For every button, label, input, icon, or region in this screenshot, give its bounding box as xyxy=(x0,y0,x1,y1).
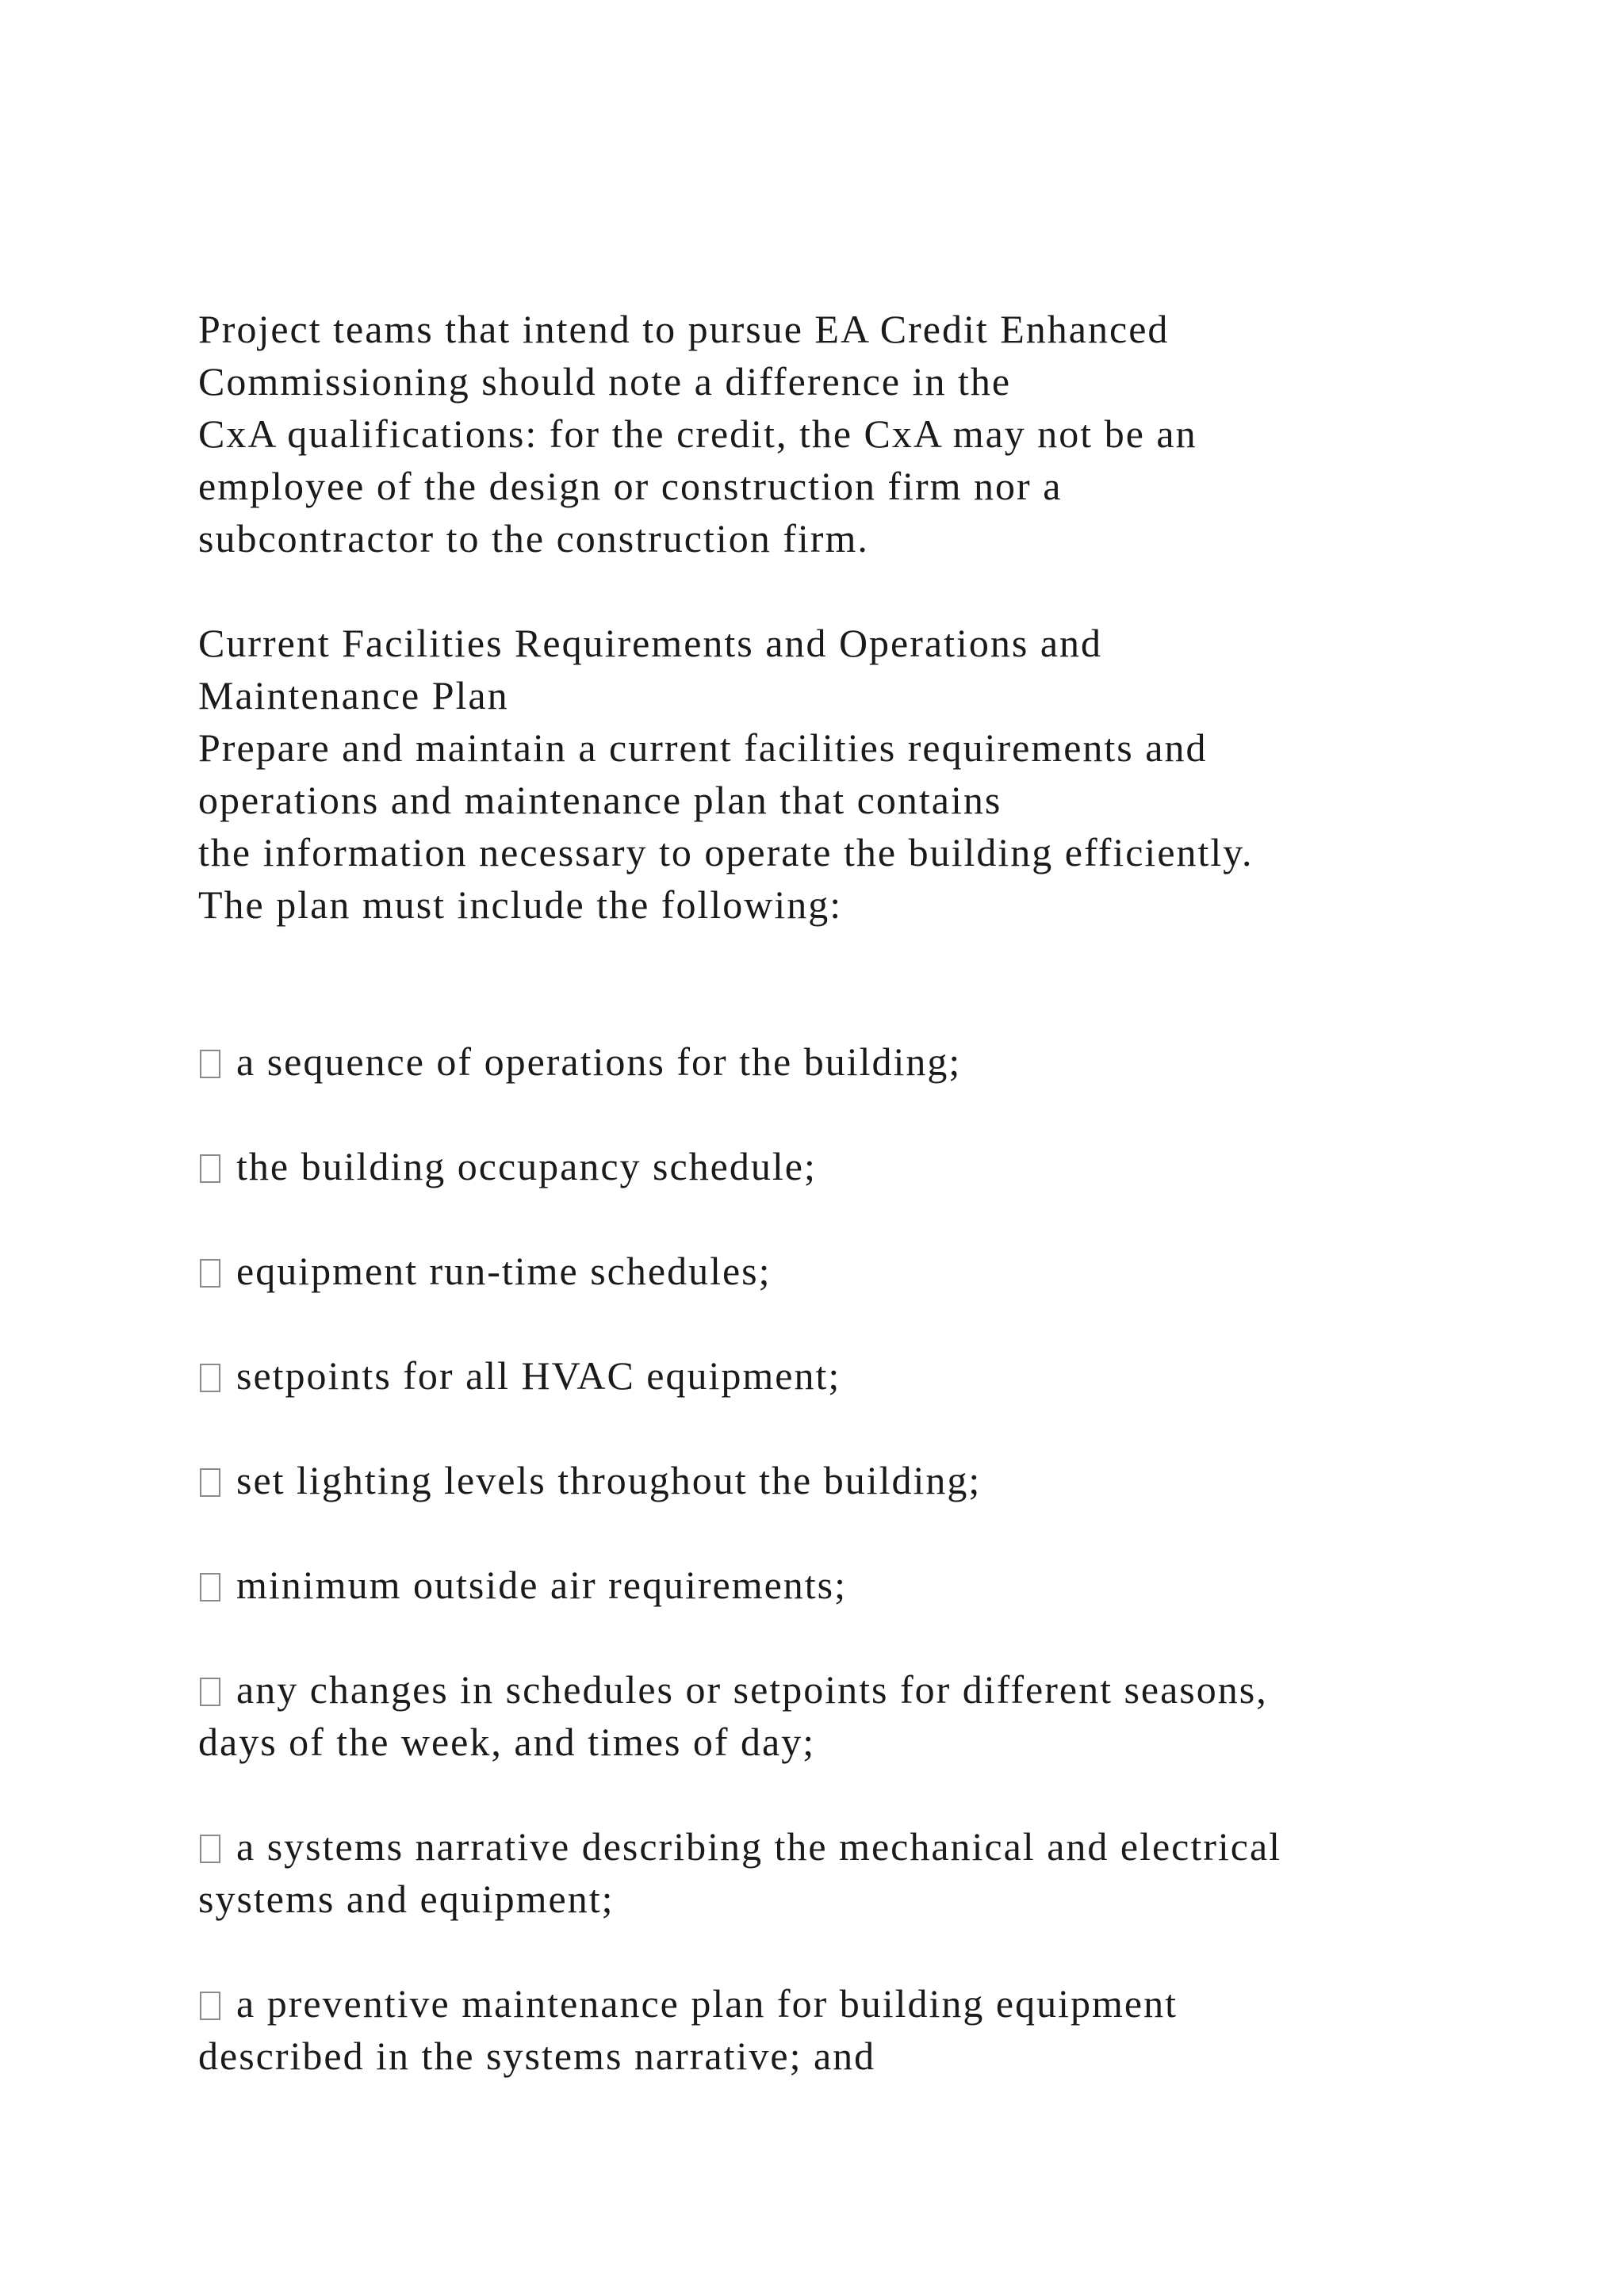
list-item xyxy=(198,1454,1507,1506)
list-item-text: the building occupancy schedule; xyxy=(236,1144,817,1188)
list-item-line xyxy=(198,1140,1507,1192)
list-item-text: equipment run-time schedules; xyxy=(236,1249,772,1293)
missing-glyph-box-icon xyxy=(200,1573,220,1601)
text-line: subcontractor to the construction firm. xyxy=(198,516,869,561)
section-body xyxy=(198,721,1507,931)
list-item-text-continued: systems and equipment; xyxy=(198,1877,615,1921)
text-line: Prepare and maintain a current facilities requirements and xyxy=(198,725,1208,770)
list-item-line xyxy=(198,1663,1507,1716)
list-item-text: a preventive maintenance plan for building equipment xyxy=(236,1981,1178,2026)
list-item xyxy=(198,1349,1507,1402)
list-spacer xyxy=(198,1506,1507,1559)
list-item-line xyxy=(198,1820,1507,1873)
text-line: CxA qualifications: for the credit, the CxA may not be an xyxy=(198,411,1197,456)
document-body xyxy=(198,303,1507,2082)
list-item-text: a sequence of operations for the building; xyxy=(236,1039,962,1084)
list-spacer xyxy=(198,1192,1507,1245)
text-line: The plan must include the following: xyxy=(198,882,843,927)
list-item-text: minimum outside air requirements; xyxy=(236,1563,848,1607)
list-item-line xyxy=(198,1559,1507,1611)
missing-glyph-box-icon xyxy=(200,1992,220,2020)
section-heading xyxy=(198,617,1507,721)
list-item-line xyxy=(198,1035,1507,1088)
list-item xyxy=(198,1663,1507,1768)
list-item xyxy=(198,1140,1507,1192)
missing-glyph-box-icon xyxy=(200,1678,220,1706)
paragraph-spacer xyxy=(198,931,1507,1035)
text-line: the information necessary to operate the building efficiently. xyxy=(198,830,1254,874)
list-item xyxy=(198,1245,1507,1297)
missing-glyph-box-icon xyxy=(200,1154,220,1183)
list-spacer xyxy=(198,1925,1507,1977)
list-item-text-continued: described in the systems narrative; and xyxy=(198,2034,876,2078)
missing-glyph-box-icon xyxy=(200,1364,220,1392)
list-item-text: any changes in schedules or setpoints for different seasons, xyxy=(236,1667,1268,1712)
text-line: Project teams that intend to pursue EA Credit Enhanced xyxy=(198,307,1170,351)
list-item-text: set lighting levels throughout the building; xyxy=(236,1458,982,1502)
list-item-line xyxy=(198,1245,1507,1297)
list-item-text: setpoints for all HVAC equipment; xyxy=(236,1353,841,1398)
list-spacer xyxy=(198,1611,1507,1663)
list-spacer xyxy=(198,1768,1507,1820)
list-item xyxy=(198,1820,1507,1925)
text-line: operations and maintenance plan that contains xyxy=(198,778,1002,822)
missing-glyph-box-icon xyxy=(200,1468,220,1497)
list-item-text: a systems narrative describing the mechanical and electrical xyxy=(236,1824,1282,1869)
heading-line: Maintenance Plan xyxy=(198,673,509,718)
list-item-line xyxy=(198,1454,1507,1506)
text-line: employee of the design or construction firm nor a xyxy=(198,464,1063,508)
list-spacer xyxy=(198,1402,1507,1454)
paragraph-spacer xyxy=(198,564,1507,617)
list-item-text-continued: days of the week, and times of day; xyxy=(198,1720,816,1764)
list-item xyxy=(198,1977,1507,2082)
missing-glyph-box-icon xyxy=(200,1050,220,1078)
list-spacer xyxy=(198,1088,1507,1140)
missing-glyph-box-icon xyxy=(200,1835,220,1863)
intro-paragraph xyxy=(198,303,1507,564)
list-item-line xyxy=(198,1977,1507,2030)
list-spacer xyxy=(198,1297,1507,1349)
missing-glyph-box-icon xyxy=(200,1259,220,1288)
list-item xyxy=(198,1035,1507,1088)
heading-line: Current Facilities Requirements and Operations and xyxy=(198,621,1103,665)
list-item-line xyxy=(198,1349,1507,1402)
list-item xyxy=(198,1559,1507,1611)
text-line: Commissioning should note a difference in the xyxy=(198,359,1012,404)
